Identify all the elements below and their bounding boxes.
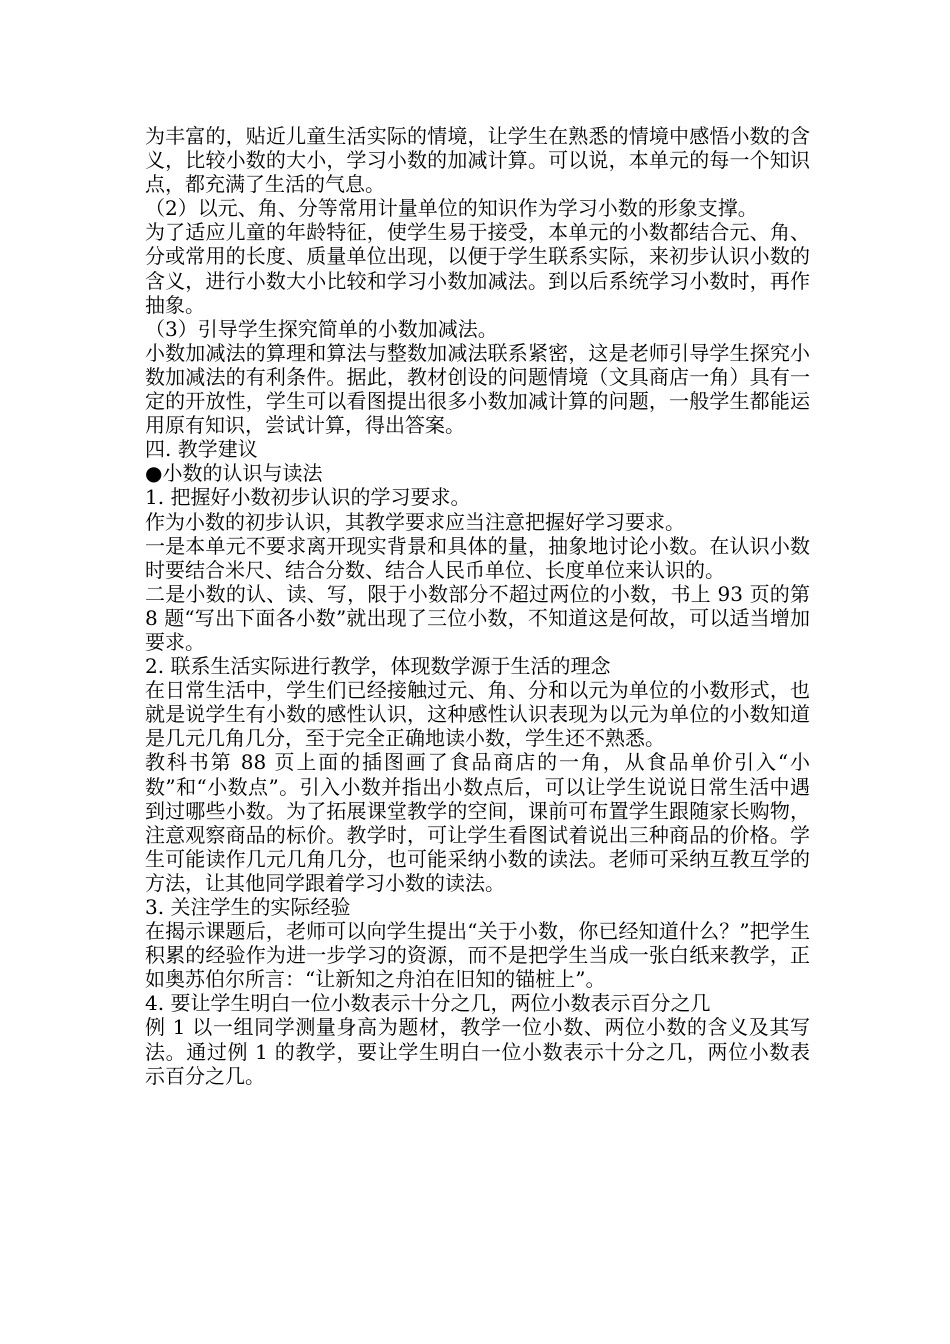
item-4-body: 例 1 以一组同学测量身高为题材，教学一位小数、两位小数的含义及其写法。通过例 1 的教学，要让学生明白一位小数表示十分之几，两位小数表示百分之几。 bbox=[145, 1015, 810, 1088]
paragraph-point-3-heading: （3）引导学生探究简单的小数加减法。 bbox=[145, 316, 498, 341]
item-1-point-two: 二是小数的认、读、写，限于小数部分不超过两位的小数，书上 93 页的第 8 题“写出下面各小数”就出现了三位小数，不知道这是何故，可以适当增加要求。 bbox=[145, 581, 810, 654]
paragraph-point-2-heading: （2）以元、角、分等常用计量单位的知识作为学习小数的形象支撑。 bbox=[145, 196, 758, 221]
paragraph-point-2-body: 为了适应儿童的年龄特征，使学生易于接受，本单元的小数都结合元、角、分或常用的长度、质量单位出现，以便于学生联系实际，来初步认识小数的含义，进行小数大小比较和学习小数加减法。到以后系统学习小数时，再作抽象。 bbox=[145, 220, 810, 317]
paragraph-point-3-body: 小数加减法的算理和算法与整数加减法联系紧密，这是老师引导学生探究小数加减法的有利条件。据此，教材创设的问题情境（文具商店一角）具有一定的开放性，学生可以看图提出很多小数加减计算的问题，一般学生都能运用原有知识，尝试计算，得出答案。 bbox=[145, 340, 810, 438]
document-body bbox=[145, 124, 810, 1088]
item-3-body: 在揭示课题后，老师可以向学生提出“关于小数，你已经知道什么？”把学生积累的经验作为进一步学习的资源，而不是把学生当成一张白纸来教学，正如奥苏伯尔所言：“让新知之舟泊在旧知的锚桩上”。 bbox=[145, 919, 810, 992]
item-2-body-1: 在日常生活中，学生们已经接触过元、角、分和以元为单位的小数形式，也就是说学生有小数的感性认识，这种感性认识表现为以元为单位的小数知道是几元几角几分，至于完全正确地读小数，学生还不熟悉。 bbox=[145, 678, 810, 751]
item-3-heading: 3. 关注学生的实际经验 bbox=[145, 895, 351, 919]
section-heading-teaching-suggestions: 四. 教学建议 bbox=[145, 437, 258, 462]
item-2-body-2: 教科书第 88 页上面的插图画了食品商店的一角，从食品单价引入“小数”和“小数点”。引入小数并指出小数点后，可以让学生说说日常生活中遇到过哪些小数。为了拓展课堂教学的空间，课前可布置学生跟随家长购物，注意观察商品的标价。教学时，可让学生看图试着说出三种商品的价格。学生可能读作几元几角几分，也可能采纳小数的读法。老师可采纳互教互学的方法，让其他同学跟着学习小数的读法。 bbox=[145, 750, 810, 895]
item-4-heading: 4. 要让学生明白一位小数表示十分之几，两位小数表示百分之几 bbox=[145, 991, 711, 1016]
subsection-heading-decimal-reading: ●小数的认识与读法 bbox=[145, 461, 323, 486]
item-2-heading: 2. 联系生活实际进行教学，体现数学源于生活的理念 bbox=[145, 654, 611, 679]
item-1-heading: 1. 把握好小数初步认识的学习要求。 bbox=[145, 485, 471, 510]
paragraph-unit-intro: 为丰富的，贴近儿童生活实际的情境，让学生在熟悉的情境中感悟小数的含义，比较小数的大小，学习小数的加减计算。可以说，本单元的每一个知识点，都充满了生活的气息。 bbox=[145, 124, 810, 197]
item-1-point-one: 一是本单元不要求离开现实背景和具体的量，抽象地讨论小数。在认识小数时要结合米尺、结合分数、结合人民币单位、长度单位来认识的。 bbox=[145, 533, 810, 582]
item-1-intro: 作为小数的初步认识，其教学要求应当注意把握好学习要求。 bbox=[145, 509, 685, 534]
